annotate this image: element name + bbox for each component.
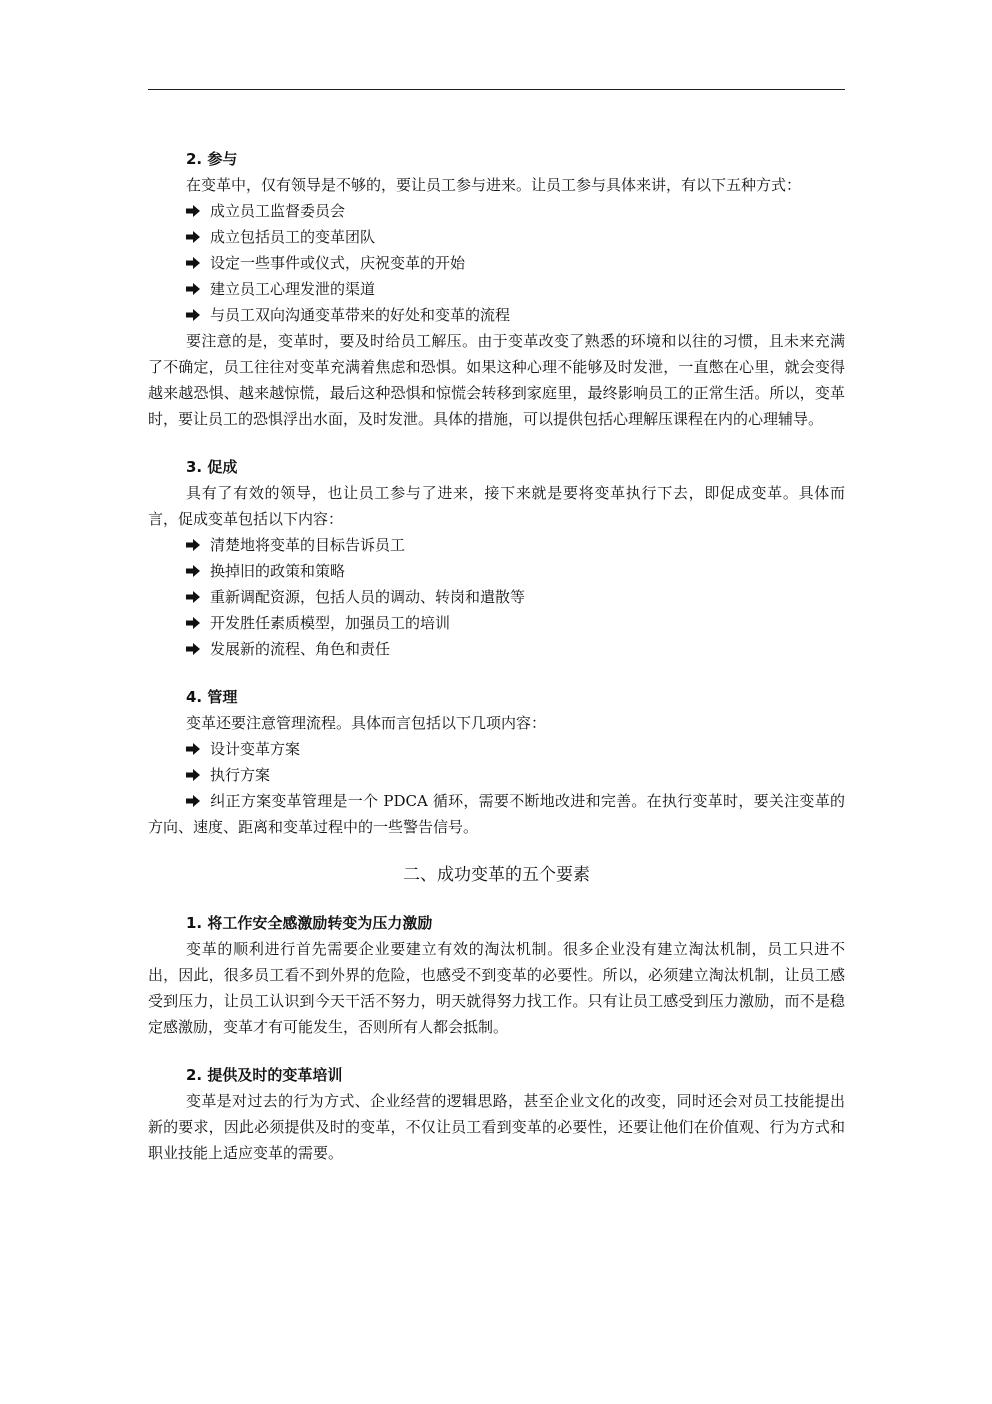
list-item [148, 584, 845, 610]
arrow-right-icon [186, 643, 200, 655]
arrow-right-icon [186, 591, 200, 603]
list-item-text: 成立员工监督委员会 [210, 202, 346, 220]
list-item-text: 建立员工心理发泄的渠道 [210, 280, 376, 298]
list-item-text: 成立包括员工的变革团队 [210, 228, 376, 246]
arrow-right-icon [186, 565, 200, 577]
list-item [148, 762, 845, 788]
list-item-text: 发展新的流程、角色和责任 [210, 640, 391, 658]
spacer [148, 840, 845, 860]
paragraph-participation-note: 要注意的是，变革时，要及时给员工解压。由于变革改变了熟悉的环境和以往的习惯，且未来充满了不确定，员工往往对变革充满着焦虑和恐惧。如果这种心理不能够及时发泄，一直憋在心里，就会变得越来越恐惧、越来越惊慌，最后这种恐惧和惊慌会转移到家庭里，最终影响员工的正常生活。所以，变革时，要让员工的恐惧浮出水面，及时发泄。具体的措施，可以提供包括心理解压课程在内的心理辅导。 [148, 332, 845, 428]
list-item [148, 610, 845, 636]
list-item [148, 558, 845, 584]
list-item-text: 清楚地将变革的目标告诉员工 [210, 536, 406, 554]
paragraph-management-last [148, 788, 845, 840]
list-item [148, 636, 845, 662]
section-heading-management: 4. 管理 [186, 688, 238, 706]
paragraph-participation-intro: 在变革中，仅有领导是不够的，要让员工参与进来。让员工参与具体来讲，有以下五种方式： [186, 176, 802, 194]
section-heading-facilitation: 3. 促成 [186, 458, 238, 476]
list-item-text: 执行方案 [210, 766, 271, 784]
bullet-list-participation [148, 198, 845, 328]
list-item-text: 重新调配资源，包括人员的调动、转岗和遣散等 [210, 588, 526, 606]
document-body [148, 146, 845, 1166]
arrow-right-icon [186, 257, 200, 269]
bullet-list-facilitation [148, 532, 845, 662]
section-heading-participation: 2. 参与 [186, 150, 238, 168]
paragraph-training: 变革是对过去的行为方式、企业经营的逻辑思路，甚至企业文化的改变，同时还会对员工技能提出新的要求，因此必须提供及时的变革，不仅让员工看到变革的必要性，还要让他们在价值观、行为方式和职业技能上适应变革的需要。 [148, 1092, 845, 1162]
list-item-text: 设计变革方案 [210, 740, 301, 758]
part-title: 二、成功变革的五个要素 [403, 865, 590, 885]
list-item-text: 纠正方案变革管理是一个 PDCA 循环，需要不断地改进和完善。在执行变革时，要关注变革的方向、速度、距离和变革过程中的一些警告信号。 [148, 792, 845, 836]
paragraph-management-intro: 变革还要注意管理流程。具体而言包括以下几项内容： [186, 714, 547, 732]
spacer [148, 662, 845, 684]
list-item-text: 与员工双向沟通变革带来的好处和变革的流程 [210, 306, 511, 324]
arrow-right-icon [186, 617, 200, 629]
list-item [148, 302, 845, 328]
list-item-text: 换掉旧的政策和策略 [210, 562, 346, 580]
arrow-right-icon [186, 539, 200, 551]
spacer [148, 1040, 845, 1062]
list-item [148, 276, 845, 302]
list-item [148, 532, 845, 558]
spacer [148, 890, 845, 910]
paragraph-pressure-incentive: 变革的顺利进行首先需要企业要建立有效的淘汰机制。很多企业没有建立淘汰机制，员工只进不出，因此，很多员工看不到外界的危险，也感受不到变革的必要性。所以，必须建立淘汰机制，让员工感受到压力，让员工认识到今天干活不努力，明天就得努力找工作。只有让员工感受到压力激励，而不是稳定感激励，变革才有可能发生，否则所有人都会抵制。 [148, 940, 845, 1036]
list-item [148, 736, 845, 762]
list-item-text: 设定一些事件或仪式，庆祝变革的开始 [210, 254, 466, 272]
header-rule [148, 89, 845, 90]
paragraph-facilitation-intro: 具有了有效的领导，也让员工参与了进来，接下来就是要将变革执行下去，即促成变革。具体而言，促成变革包括以下内容： [148, 484, 845, 528]
arrow-right-icon [186, 769, 200, 781]
arrow-right-icon [186, 205, 200, 217]
list-item-text: 开发胜任素质模型，加强员工的培训 [210, 614, 451, 632]
section-heading-training: 2. 提供及时的变革培训 [186, 1066, 343, 1084]
arrow-right-icon [186, 309, 200, 321]
list-item [148, 198, 845, 224]
section-heading-pressure-incentive: 1. 将工作安全感激励转变为压力激励 [186, 914, 433, 932]
arrow-right-icon [186, 795, 200, 807]
spacer [148, 432, 845, 454]
list-item [148, 224, 845, 250]
arrow-right-icon [186, 283, 200, 295]
bullet-list-management [148, 736, 845, 788]
list-item [148, 250, 845, 276]
arrow-right-icon [186, 743, 200, 755]
arrow-right-icon [186, 231, 200, 243]
